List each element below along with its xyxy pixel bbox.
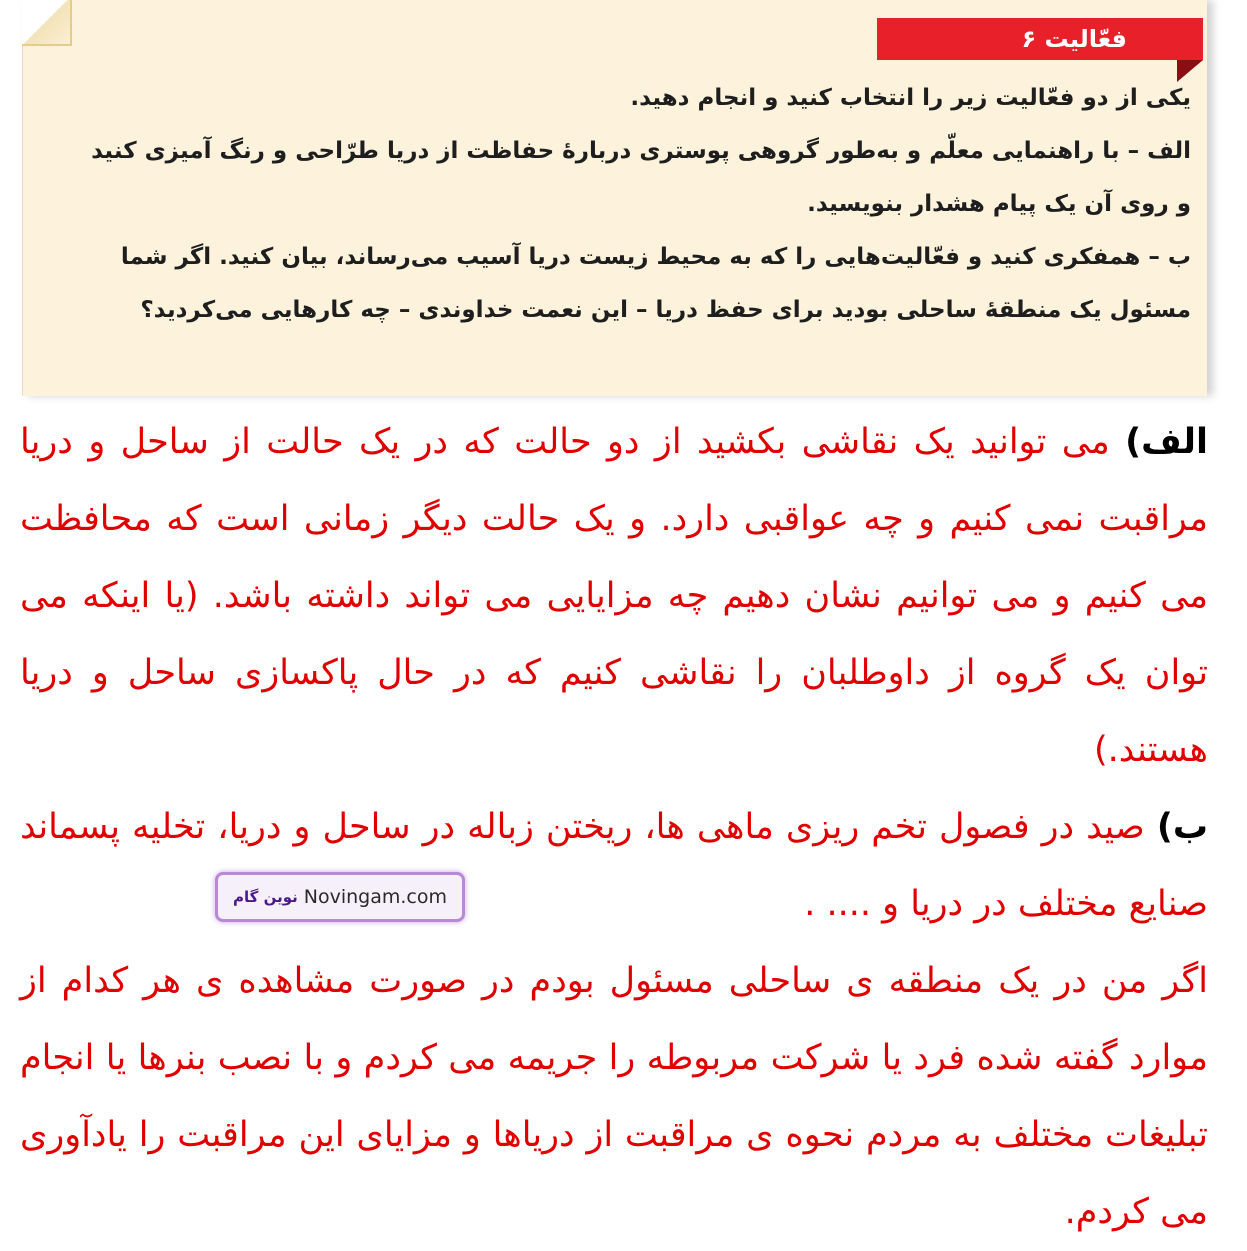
answer-a-label: الف)	[1125, 422, 1208, 462]
activity-title: فعّالیت ۶	[877, 18, 1203, 60]
answer-c: اگر من در یک منطقه ی ساحلی مسئول بودم در صورت مشاهده ی هر کدام از موارد گفته شده فرد یا شرکت مربوطه را جریمه می کردم و با نصب بنرها یا انجام تبلیغات مختلف به مردم نحوه ی مراقبت از دریاها و مزایای این مراقبت را یادآوری می کردم.	[20, 961, 1208, 1232]
watermark-fa: نوین گام	[233, 888, 298, 906]
answer-b-text: صید در فصول تخم ریزی ماهی ها، ریختن زباله در ساحل و دریا، تخلیه پسماند صنایع مختلف در دریا و .... .	[20, 807, 1208, 924]
answer-a-text: می توانید یک نقاشی بکشید از دو حالت که در یک حالت از ساحل و دریا مراقبت نمی کنیم و چه عواقبی دارد. و یک حالت دیگر زمانی است که محافظت می کنیم و می توانیم نشان دهیم چه مزایایی می تواند داشته باشد. (یا اینکه می توان یک گروه از داوطلبان را نقاشی کنیم که در حال پاکسازی ساحل و دریا هستند.)	[20, 422, 1208, 770]
activity-card	[22, 0, 1207, 396]
answer-b-label: ب)	[1156, 807, 1208, 847]
activity-option-a: الف – با راهنمایی معلّم و به‌طور گروهی پوستری دربارهٔ حفاظت از دریا طرّاحی و رنگ آمیزی کنید و روی آن یک پیام هشدار بنویسید.	[91, 138, 1191, 217]
answer-section	[20, 404, 1208, 1251]
page-fold-corner	[22, 0, 72, 46]
answer-b	[20, 789, 1208, 943]
activity-instruction: یکی از دو فعّالیت زیر را انتخاب کنید و انجام دهید.	[630, 85, 1191, 111]
novingam-watermark[interactable]	[215, 872, 465, 922]
watermark-en: Novingam.com	[303, 886, 447, 908]
answer-a	[20, 404, 1208, 789]
activity-text	[81, 72, 1191, 337]
activity-option-b: ب – همفکری کنید و فعّالیت‌هایی را که به محیط زیست دریا آسیب می‌رساند، بیان کنید. اگر شما مسئول یک منطقهٔ ساحلی بودید برای حفظ دریا – این نعمت خداوندی – چه کارهایی می‌کردید؟	[120, 244, 1191, 323]
